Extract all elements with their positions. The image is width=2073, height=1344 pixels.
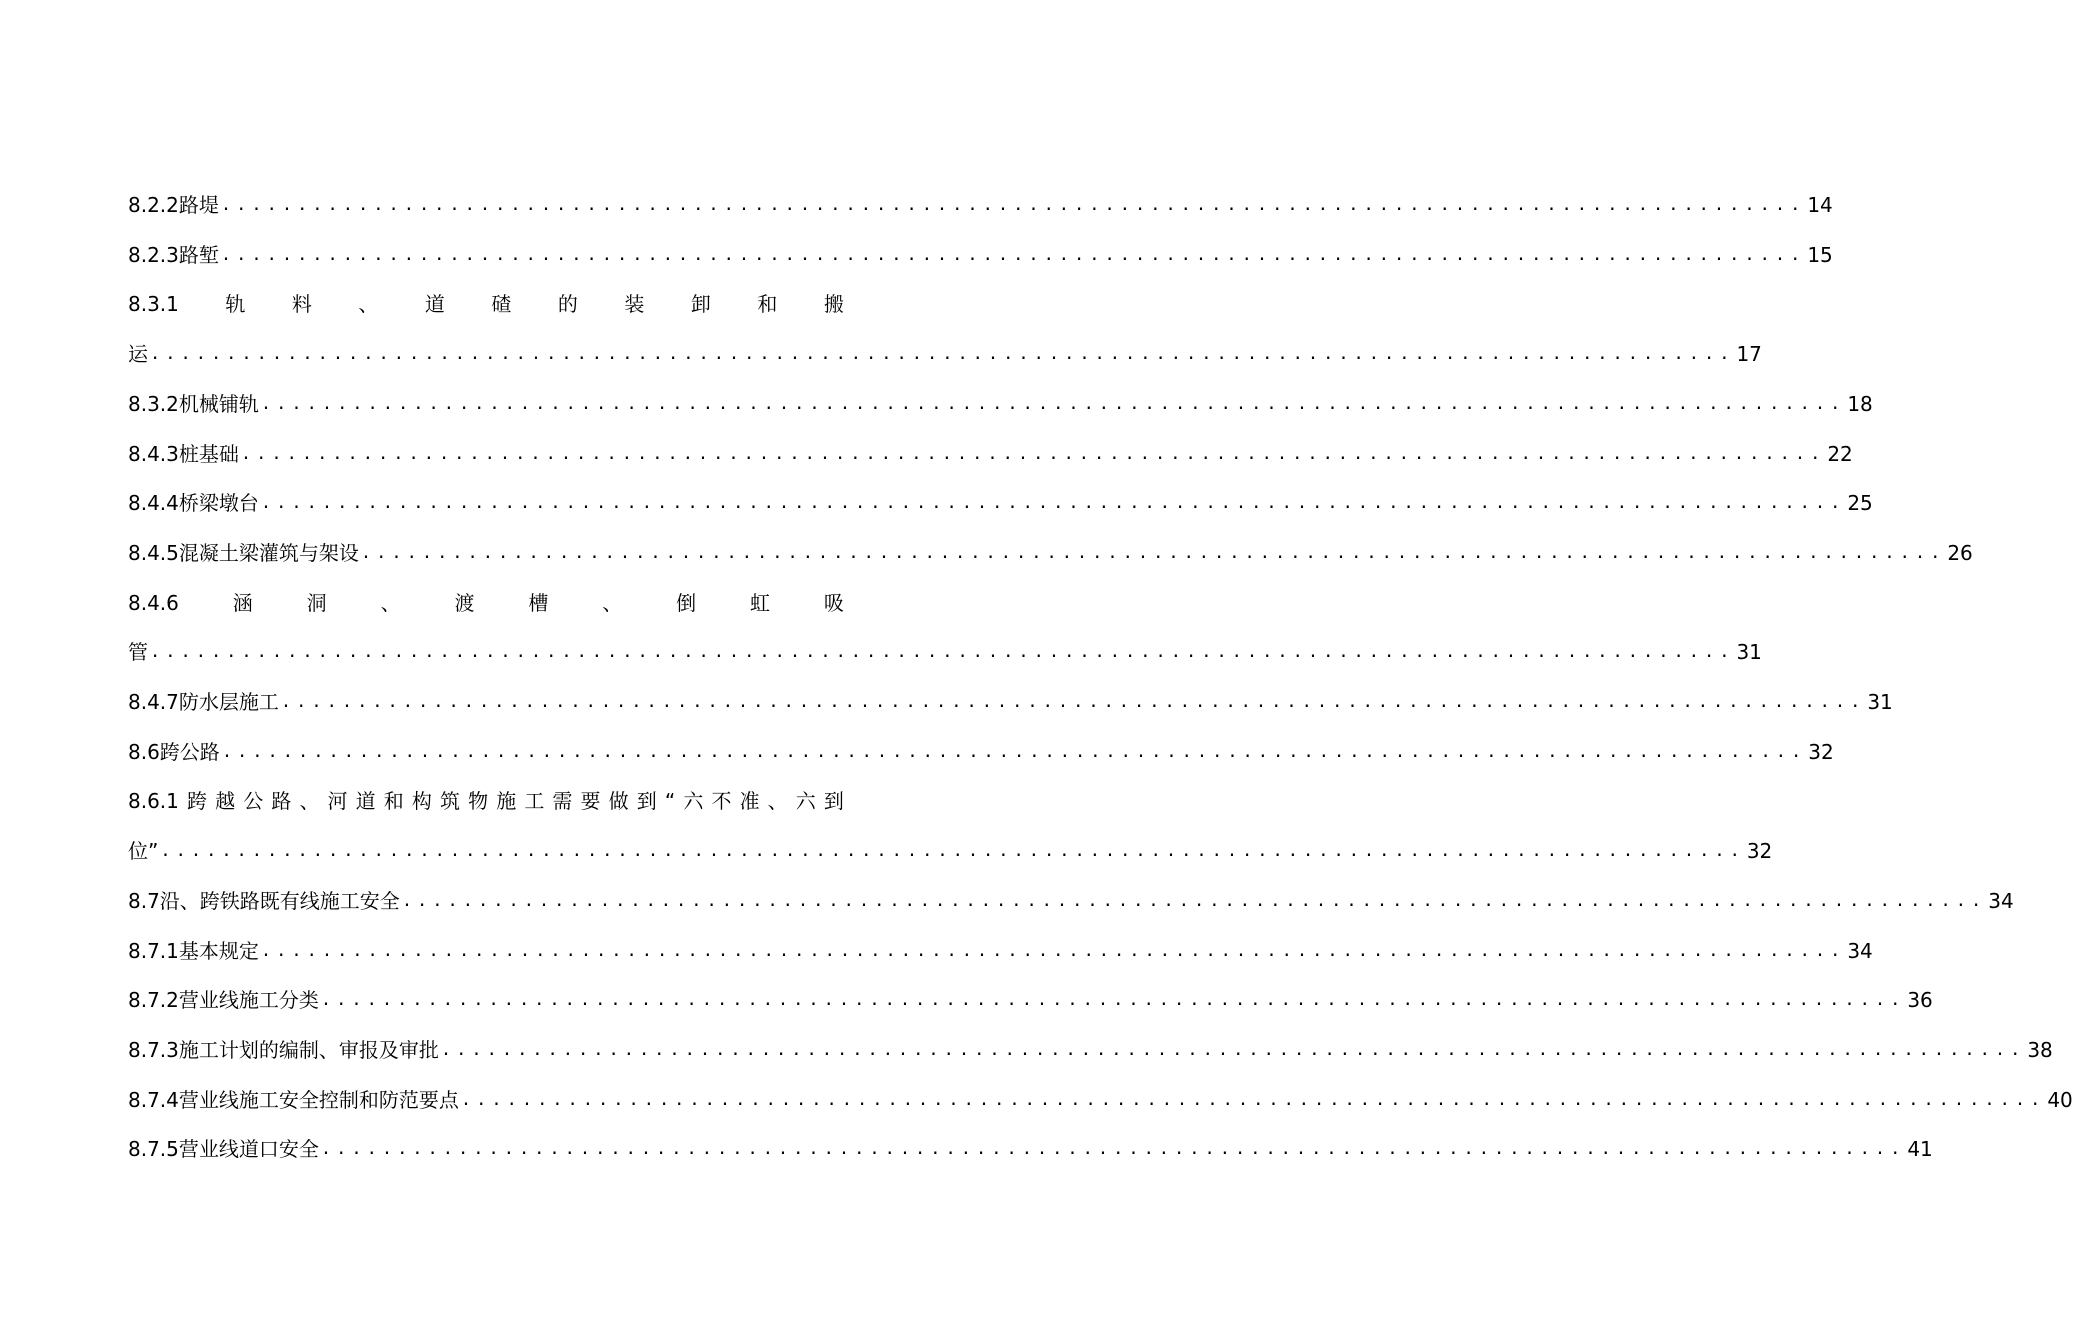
toc-entry-label-part: 料 xyxy=(291,292,312,316)
dot-leader: ........................................................................................................ xyxy=(260,493,1846,513)
dot-leader: ........................................................................................................ xyxy=(220,245,1806,265)
toc-entry xyxy=(128,1085,2073,1115)
toc-entry-label: 8.4.7防水层施工 xyxy=(128,690,279,714)
dot-leader: ........................................................................................................ xyxy=(150,344,1735,364)
toc-entry-label: 8.4.5混凝土梁灌筑与架设 xyxy=(128,541,359,565)
toc-page-number: 40 xyxy=(2047,1088,2073,1112)
toc-entry xyxy=(128,687,1893,717)
toc-page-number: 41 xyxy=(1907,1137,1933,1161)
dot-leader: ........................................................................................................ xyxy=(320,990,1906,1010)
toc-page-number: 25 xyxy=(1847,491,1873,515)
toc-entry-label-part: 装 xyxy=(624,292,645,316)
dot-leader: ........................................................................................................ xyxy=(460,1090,2046,1110)
toc-entry-label: 8.7沿、跨铁路既有线施工安全 xyxy=(128,889,400,913)
toc-entry-label-part: 搬 xyxy=(823,292,844,316)
dot-leader: ........................................................................................................ xyxy=(360,543,1946,563)
toc-page-number: 36 xyxy=(1907,988,1933,1012)
toc-entry-label-part: 六 xyxy=(683,789,704,813)
toc-entry-label-part: 8.3.1 xyxy=(128,292,179,316)
toc-entry-label-part: 的 xyxy=(557,292,578,316)
dot-leader: ........................................................................................................ xyxy=(260,941,1846,961)
toc-entry xyxy=(128,637,1762,667)
toc-entry-label-part: 涵 xyxy=(232,591,253,615)
toc-entry-label-part: 和 xyxy=(757,292,778,316)
dot-leader: ........................................................................................................ xyxy=(401,891,1987,911)
toc-entry-label-part: 、 xyxy=(767,789,788,813)
toc-entry xyxy=(128,538,1973,568)
toc-entry xyxy=(128,886,2014,916)
toc-entry-label-part: 跨 xyxy=(187,789,207,813)
toc-entry xyxy=(128,439,1853,469)
toc-page-number: 22 xyxy=(1827,442,1853,466)
toc-entry-label-part: 道 xyxy=(355,789,376,813)
toc-entry-label-part: 要 xyxy=(580,789,601,813)
toc-entry-label: 管 xyxy=(128,640,148,664)
toc-entry-label: 8.7.4营业线施工安全控制和防范要点 xyxy=(128,1088,459,1112)
toc-entry-label-part: 不 xyxy=(711,789,732,813)
toc-entry-label-part: 卸 xyxy=(690,292,711,316)
toc-entry-label-part: 轨 xyxy=(225,292,246,316)
toc-entry-justified xyxy=(128,289,844,319)
toc-entry-label: 8.7.3施工计划的编制、审报及审批 xyxy=(128,1038,439,1062)
toc-entry-label-part: 河 xyxy=(327,789,348,813)
toc-entry xyxy=(128,1134,1933,1164)
toc-entry xyxy=(128,240,1833,270)
toc-entry-label-part: 物 xyxy=(468,789,489,813)
toc-page-number: 18 xyxy=(1847,392,1873,416)
toc-entry-label-part: 、 xyxy=(358,292,379,316)
toc-entry-label: 位” xyxy=(128,839,159,863)
toc-entry xyxy=(128,737,1834,767)
toc-page-number: 31 xyxy=(1736,640,1762,664)
toc-entry-label-part: 六 xyxy=(795,789,816,813)
toc-entry-label-part: 、 xyxy=(380,591,401,615)
toc-page-number: 38 xyxy=(2027,1038,2053,1062)
toc-entry xyxy=(128,936,1873,966)
toc-entry xyxy=(128,339,1762,369)
toc-entry-label: 运 xyxy=(128,342,148,366)
dot-leader: ........................................................................................................ xyxy=(150,642,1735,662)
toc-entry-label-part: 虹 xyxy=(750,591,771,615)
toc-entry-label-part: 洞 xyxy=(306,591,327,615)
toc-entry-label-part: 路 xyxy=(271,789,292,813)
dot-leader: ........................................................................................................ xyxy=(260,394,1846,414)
toc-entry-label-part: 和 xyxy=(383,789,404,813)
dot-leader: ........................................................................................................ xyxy=(160,841,1745,861)
toc-entry-label-part: 到 xyxy=(823,789,844,813)
toc-entry-label-part: 做 xyxy=(608,789,629,813)
toc-page-number: 32 xyxy=(1808,740,1834,764)
toc-entry-label-part: 渡 xyxy=(454,591,475,615)
toc-entry-label-part: 到 xyxy=(636,789,657,813)
toc-entry-label: 8.7.1基本规定 xyxy=(128,939,259,963)
toc-entry-label-part: 准 xyxy=(739,789,760,813)
toc-entry-label: 8.4.3桩基础 xyxy=(128,442,239,466)
toc-entry-label-part: 施 xyxy=(496,789,517,813)
dot-leader: ........................................................................................................ xyxy=(240,444,1826,464)
toc-page-number: 32 xyxy=(1746,839,1773,863)
toc-page-number: 26 xyxy=(1947,541,1973,565)
toc-entry-label: 8.2.2路堤 xyxy=(128,193,219,217)
toc-entry-label-part: 道 xyxy=(424,292,445,316)
toc-entry xyxy=(128,1035,2053,1065)
toc-entry-label-part: 8.6.1 xyxy=(128,789,179,813)
toc-page-number: 15 xyxy=(1807,243,1833,267)
toc-page-number: 34 xyxy=(1988,889,2014,913)
toc-entry-label-part: 、 xyxy=(299,789,320,813)
toc-entry-justified xyxy=(128,786,844,816)
toc-entry-label-part: 越 xyxy=(215,789,236,813)
toc-entry-label-part: 槽 xyxy=(528,591,549,615)
dot-leader: ........................................................................................................ xyxy=(320,1139,1906,1159)
toc-entry xyxy=(128,488,1873,518)
toc-entry-label-part: 、 xyxy=(602,591,623,615)
toc-entry xyxy=(128,836,1773,866)
toc-page-number: 17 xyxy=(1736,342,1762,366)
toc-entry-label-part: 8.4.6 xyxy=(128,591,179,615)
dot-leader: ........................................................................................................ xyxy=(440,1040,2026,1060)
toc-entry-label-part: 吸 xyxy=(823,591,844,615)
toc-entry-label-part: 工 xyxy=(524,789,545,813)
toc-entry-label-part: 需 xyxy=(552,789,573,813)
toc-entry-label-part: 公 xyxy=(243,789,264,813)
toc-entry-label-part: 倒 xyxy=(676,591,697,615)
toc-entry-label-part: 筑 xyxy=(439,789,460,813)
toc-entry xyxy=(128,190,1833,220)
toc-entry-justified xyxy=(128,588,844,618)
toc-entry-label: 8.2.3路堑 xyxy=(128,243,219,267)
toc-entry xyxy=(128,389,1873,419)
toc-entry-label: 8.7.5营业线道口安全 xyxy=(128,1137,319,1161)
toc-entry xyxy=(128,985,1933,1015)
toc-page-number: 31 xyxy=(1867,690,1893,714)
toc-entry-label: 8.6跨公路 xyxy=(128,740,220,764)
toc-entry-label: 8.7.2营业线施工分类 xyxy=(128,988,319,1012)
dot-leader: ........................................................................................................ xyxy=(280,692,1866,712)
toc-entry-label-part: 构 xyxy=(411,789,432,813)
toc-page-number: 34 xyxy=(1847,939,1873,963)
toc-entry-label: 8.4.4桥梁墩台 xyxy=(128,491,259,515)
dot-leader: ........................................................................................................ xyxy=(220,195,1806,215)
toc-entry-label-part: “ xyxy=(664,789,676,813)
toc-entry-label: 8.3.2机械铺轨 xyxy=(128,392,259,416)
toc-page-number: 14 xyxy=(1807,193,1833,217)
dot-leader: ........................................................................................................ xyxy=(221,742,1807,762)
toc-entry-label-part: 碴 xyxy=(491,292,512,316)
